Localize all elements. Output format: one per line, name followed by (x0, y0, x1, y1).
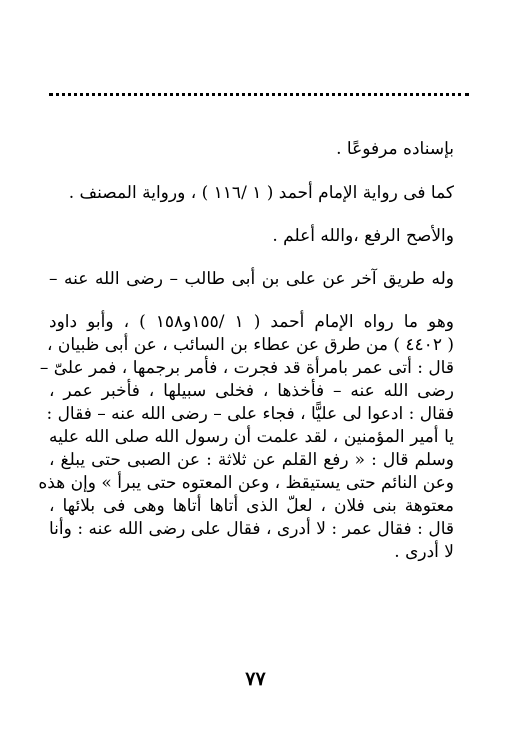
text-line: والأصح الرفع ،والله أعلم . (272, 226, 454, 246)
text-line: وهو ما رواه الإمام أحمد ( ١ /١٥٥و١٥٨ ) ، وأبو داود (49, 312, 454, 332)
text-line: كما فى رواية الإمام أحمد ( ١ /١١٦ ) ، ورواية المصنف . (68, 183, 454, 203)
text-line: بإسناده مرفوعًا . (336, 139, 454, 159)
text-line: فقال : ادعوا لى عليًّا ، فجاء على – رضى الله عنه – فقال : (46, 404, 454, 424)
text-line: لا أدرى . (394, 542, 454, 562)
text-line: قال : فقال عمر : لا أدرى ، فقال على رضى الله عنه : وأنا (49, 519, 454, 539)
text-line: رضى الله عنه – فأخذها ، فخلى سبيلها ، فأخبر عمر ، (49, 381, 454, 401)
text-line: ( ٤٤٠٢ ) من طرق عن عطاء بن السائب ، عن أبى ظبيان ، (46, 335, 454, 355)
text-line: يا أمير المؤمنين ، لقد علمت أن رسول الله صلى الله عليه (49, 427, 454, 447)
text-line: وسلم قال : « رفع القلم عن ثلاثة : عن الصبى حتى يبلغ ، (49, 450, 454, 470)
text-line: معتوهة بنى فلان ، لعلّ الذى أتاها أتاها وهى فى بلائها ، (49, 496, 454, 516)
page-number: ٧٧ (245, 668, 266, 690)
text-line: وله طريق آخر عن على بن أبى طالب – رضى الله عنه – (49, 269, 454, 289)
dotted-separator (49, 93, 469, 96)
text-line: قال : أتى عمر بامرأة قد فجرت ، فأمر برجمها ، فمر علىّ – (39, 358, 454, 378)
body-text (38, 138, 454, 564)
text-line: وعن النائم حتى يستيقظ ، وعن المعتوه حتى يبرأ » وإن هذه (38, 473, 454, 493)
